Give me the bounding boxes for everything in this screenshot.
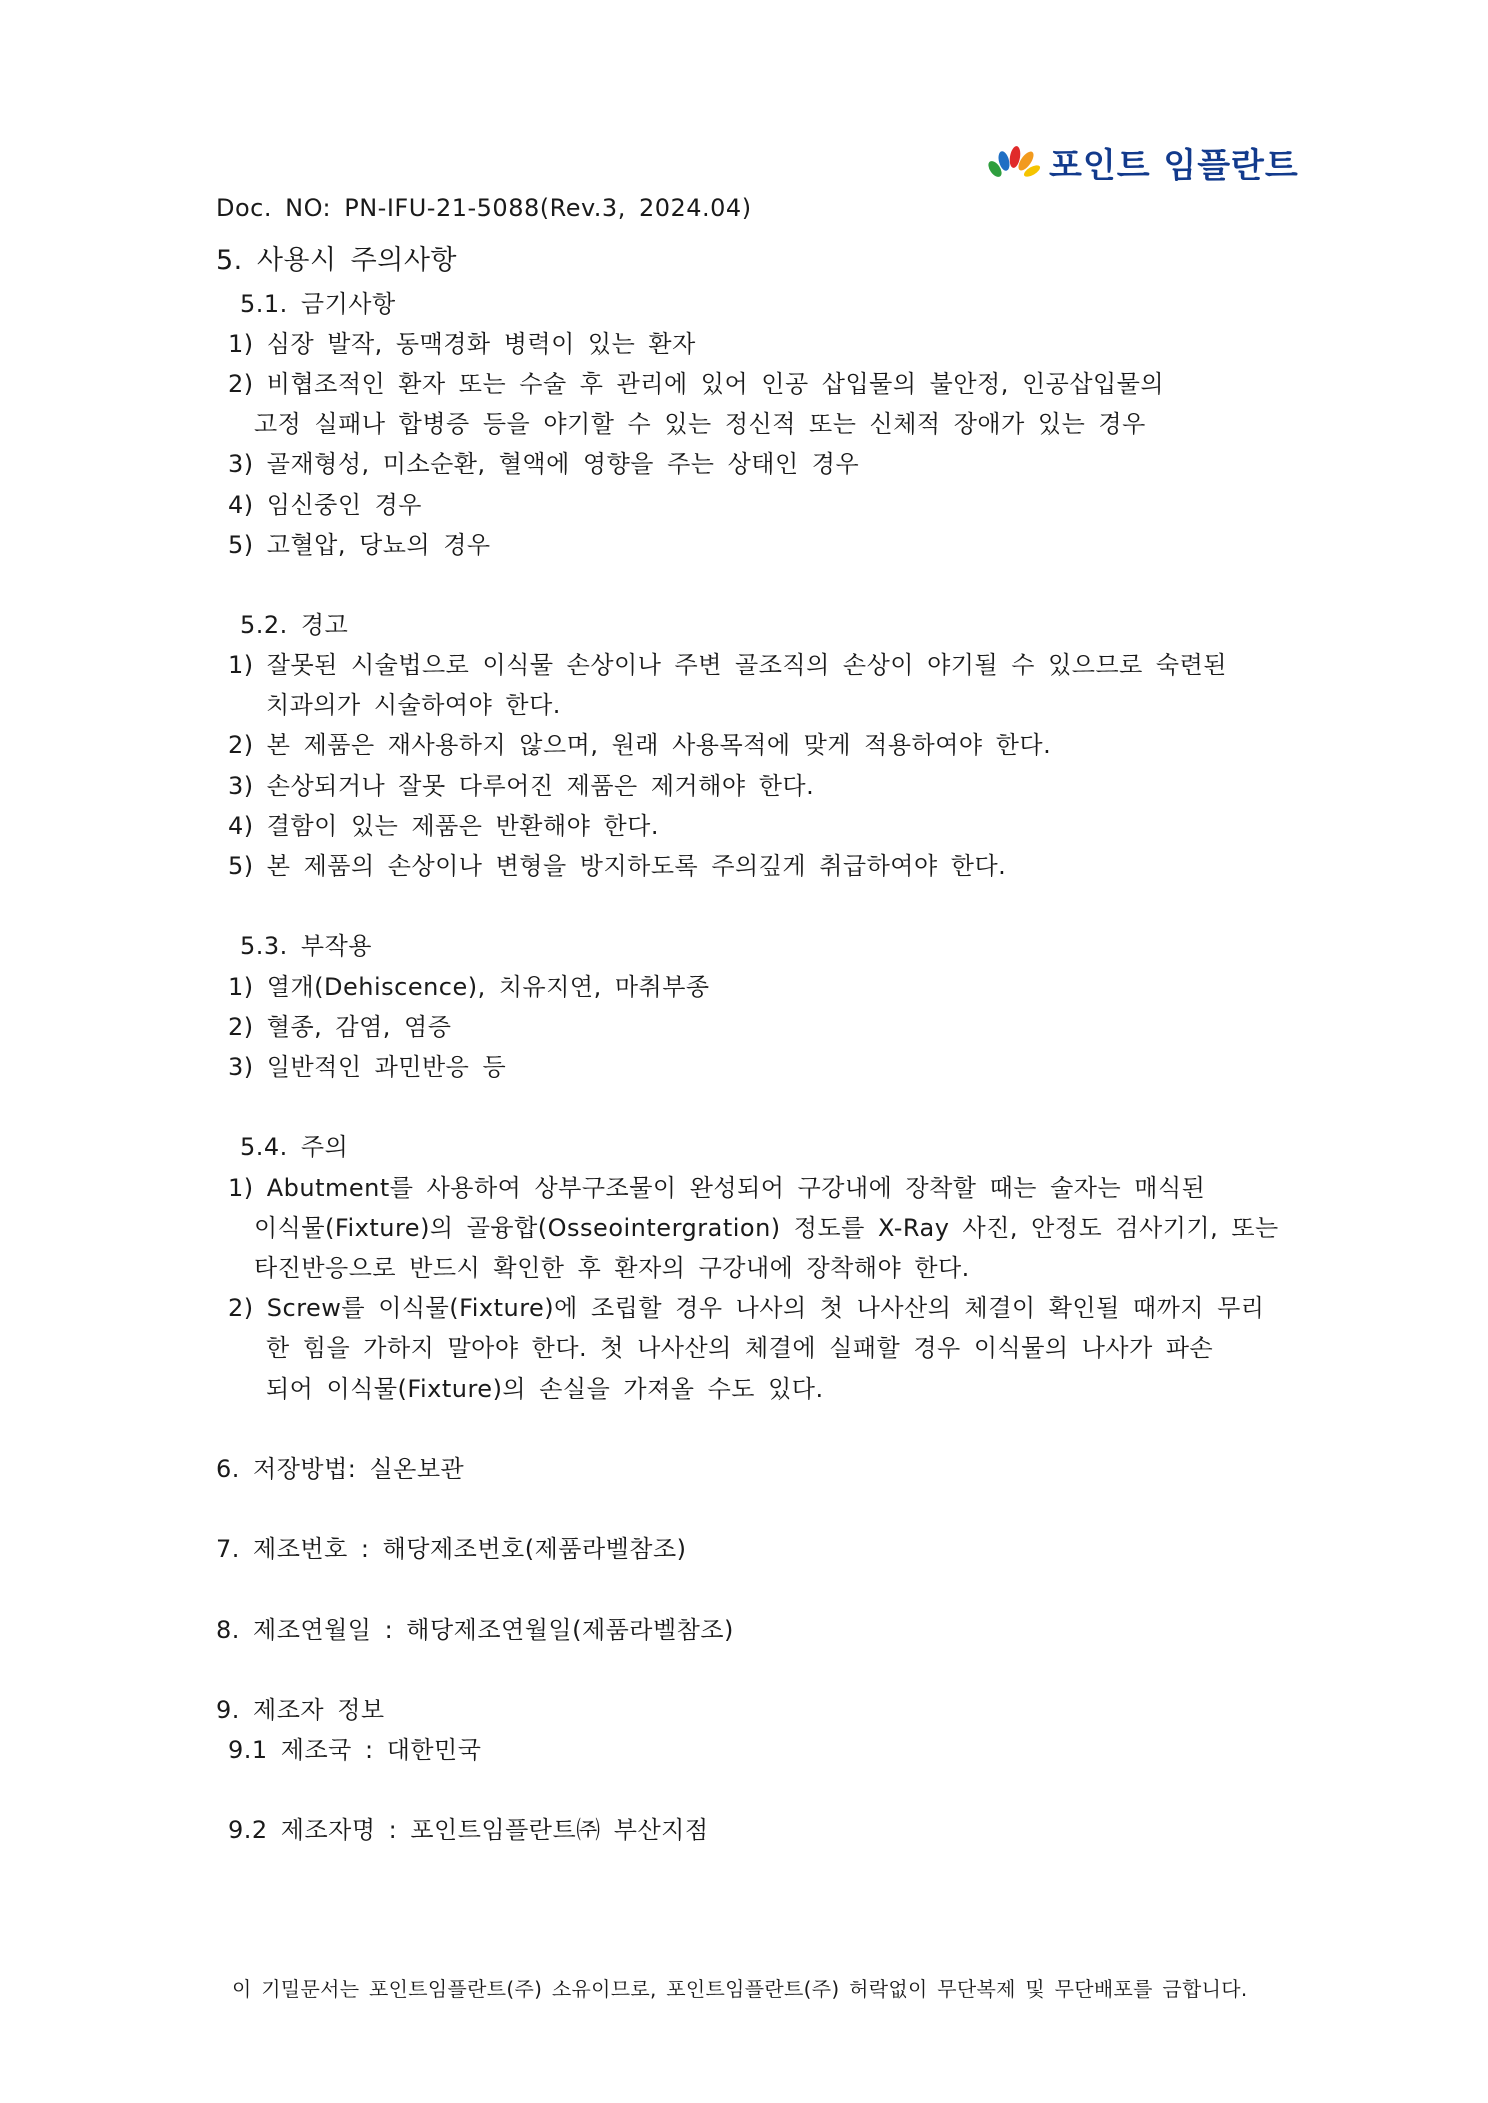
list-item: 2) Screw를 이식물(Fixture)에 조립할 경우 나사의 첫 나사산의 체결이 확인될 때까지 무리 — [228, 1294, 1265, 1322]
section-5-4-heading: 5.4. 주의 — [240, 1133, 349, 1161]
list-item: 2) 비협조적인 환자 또는 수술 후 관리에 있어 인공 삽입물의 불안정, 인공삽입물의 — [228, 370, 1165, 398]
section-5-heading: 5. 사용시 주의사항 — [216, 245, 457, 276]
section-7-lot-number: 7. 제조번호 : 해당제조번호(제품라벨참조) — [216, 1535, 687, 1563]
list-item: 2) 본 제품은 재사용하지 않으며, 원래 사용목적에 맞게 적용하여야 한다. — [228, 731, 1052, 759]
list-item: 3) 손상되거나 잘못 다루어진 제품은 제거해야 한다. — [228, 772, 815, 800]
list-item: 1) 심장 발작, 동맥경화 병력이 있는 환자 — [228, 330, 696, 358]
logo-icon — [985, 143, 1041, 183]
list-item-continuation: 이식물(Fixture)의 골융합(Osseointergration) 정도를 X-Ray 사진, 안정도 검사기기, 또는 — [254, 1214, 1279, 1242]
section-5-1-heading: 5.1. 금기사항 — [240, 290, 396, 318]
list-item: 3) 골재형성, 미소순환, 혈액에 영향을 주는 상태인 경우 — [228, 450, 860, 478]
list-item: 3) 일반적인 과민반응 등 — [228, 1053, 507, 1081]
list-item: 1) 열개(Dehiscence), 치유지연, 마취부종 — [228, 973, 710, 1001]
list-item-continuation: 되어 이식물(Fixture)의 손실을 가져올 수도 있다. — [266, 1375, 824, 1403]
confidentiality-footer: 이 기밀문서는 포인트임플란트(주) 소유이므로, 포인트임플란트(주) 허락없이 무단복제 및 무단배포를 금합니다. — [232, 1977, 1248, 2001]
list-item: 1) Abutment를 사용하여 상부구조물이 완성되어 구강내에 장착할 때는 술자는 매식된 — [228, 1174, 1206, 1202]
list-item-continuation: 한 힘을 가하지 말아야 한다. 첫 나사산의 체결에 실패할 경우 이식물의 나사가 파손 — [266, 1334, 1214, 1362]
list-item: 4) 임신중인 경우 — [228, 491, 422, 519]
list-item-continuation: 타진반응으로 반드시 확인한 후 환자의 구강내에 장착해야 한다. — [254, 1254, 970, 1282]
list-item: 5) 고혈압, 당뇨의 경우 — [228, 531, 491, 559]
section-5-2-heading: 5.2. 경고 — [240, 611, 349, 639]
list-item-continuation: 치과의가 시술하여야 한다. — [266, 691, 561, 719]
section-9-1-country: 9.1 제조국 : 대한민국 — [228, 1736, 482, 1764]
list-item: 5) 본 제품의 손상이나 변형을 방지하도록 주의깊게 취급하여야 한다. — [228, 852, 1007, 880]
section-5-3-heading: 5.3. 부작용 — [240, 932, 372, 960]
section-9-2-manufacturer: 9.2 제조자명 : 포인트임플란트㈜ 부산지점 — [228, 1816, 709, 1844]
logo-text: 포인트 임플란트 — [1049, 146, 1299, 186]
section-8-manufacture-date: 8. 제조연월일 : 해당제조연월일(제품라벨참조) — [216, 1616, 734, 1644]
list-item: 1) 잘못된 시술법으로 이식물 손상이나 주변 골조직의 손상이 야기될 수 있으므로 숙련된 — [228, 651, 1227, 679]
doc-number: Doc. NO: PN-IFU-21-5088(Rev.3, 2024.04) — [216, 194, 752, 222]
company-logo — [985, 138, 1299, 187]
section-9-heading: 9. 제조자 정보 — [216, 1696, 385, 1724]
section-6-storage: 6. 저장방법: 실온보관 — [216, 1455, 465, 1483]
list-item: 4) 결함이 있는 제품은 반환해야 한다. — [228, 812, 659, 840]
list-item-continuation: 고정 실패나 합병증 등을 야기할 수 있는 정신적 또는 신체적 장애가 있는 경우 — [254, 410, 1146, 438]
list-item: 2) 혈종, 감염, 염증 — [228, 1013, 452, 1041]
